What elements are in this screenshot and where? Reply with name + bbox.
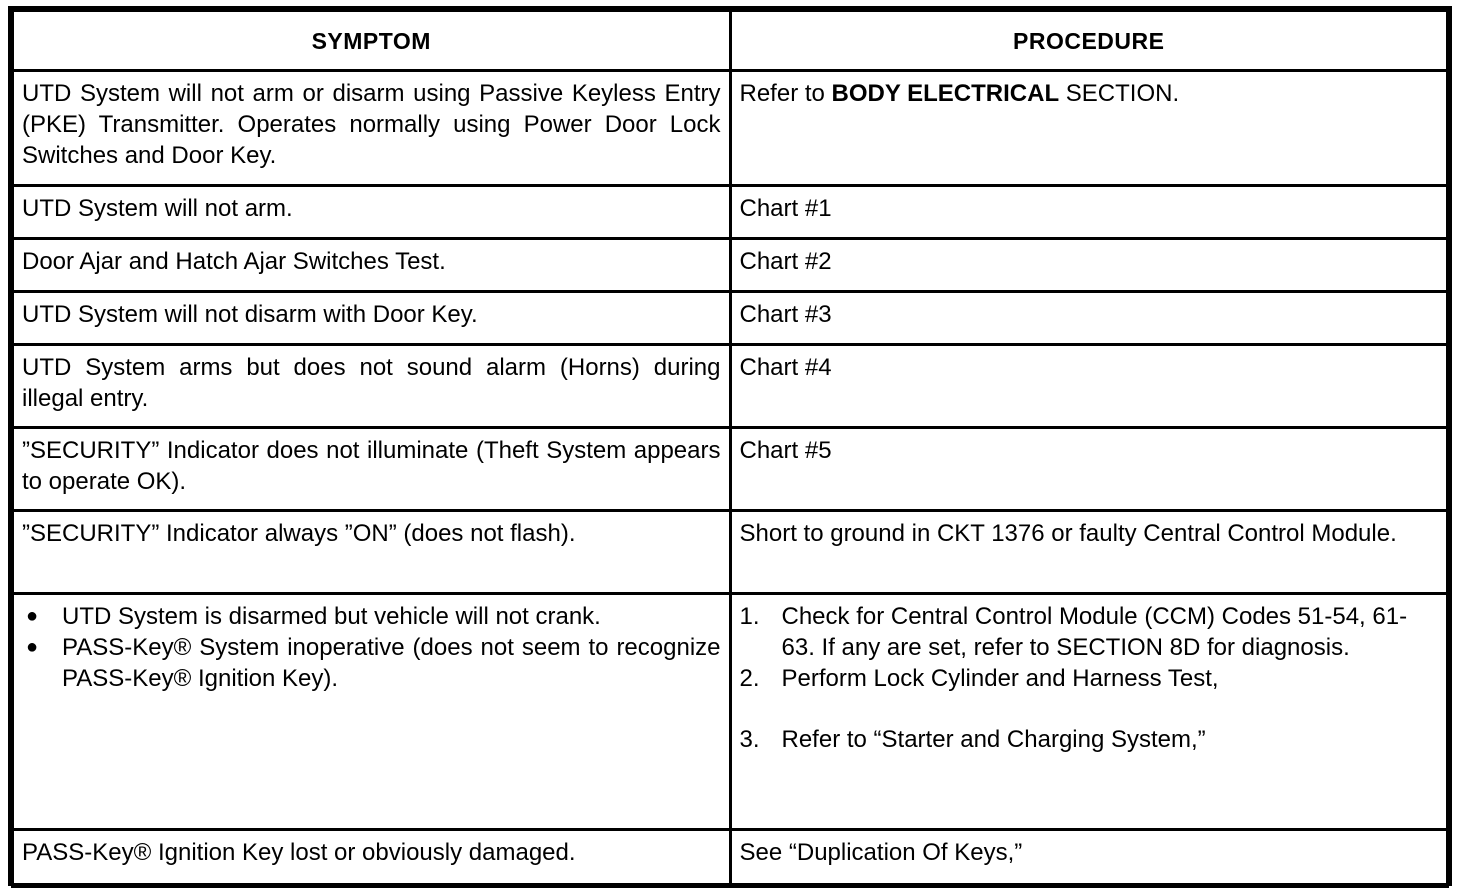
symptom-cell: Door Ajar and Hatch Ajar Switches Test. <box>13 239 731 292</box>
table-row <box>13 345 1448 428</box>
procedure-header: PROCEDURE <box>730 11 1448 71</box>
step-number: 3. <box>739 726 760 753</box>
procedure-emphasis: BODY ELECTRICAL <box>831 80 1060 107</box>
step-number: 2. <box>739 665 760 692</box>
table-row <box>13 511 1448 594</box>
table-row <box>13 830 1448 887</box>
procedure-step <box>740 601 1439 663</box>
procedure-step <box>740 724 1439 755</box>
diagnosis-table-frame <box>8 6 1452 886</box>
procedure-cell <box>730 594 1448 830</box>
step-text: Check for Central Control Module (CCM) Codes 51-54, 61-63. If any are set, refer to SECTION 8D for diagnosis. <box>781 603 1408 661</box>
table-row <box>13 428 1448 511</box>
procedure-chart-ref: Chart #2 <box>730 239 1448 292</box>
table-row <box>13 292 1448 345</box>
header-row <box>13 11 1448 71</box>
procedure-step-list <box>740 601 1439 755</box>
symptom-cell: UTD System arms but does not sound alarm (Horns) during illegal entry. <box>13 345 731 428</box>
table-row <box>13 71 1448 186</box>
procedure-cell <box>730 71 1448 186</box>
procedure-text: Refer to <box>739 80 832 107</box>
symptom-bullet: ● UTD System is disarmed but vehicle will not crank. <box>22 601 721 632</box>
procedure-cell: See “Duplication Of Keys,” <box>730 830 1448 887</box>
symptom-bullet: ● PASS-Key® System inoperative (does not seem to recognize PASS-Key® Ignition Key). <box>22 632 721 694</box>
procedure-text: SECTION. <box>1059 80 1180 107</box>
table-row <box>13 594 1448 830</box>
step-text: Perform Lock Cylinder and Harness Test, <box>781 665 1219 692</box>
procedure-chart-ref: Chart #4 <box>730 345 1448 428</box>
step-number: 1. <box>739 603 760 630</box>
symptom-cell: ”SECURITY” Indicator does not illuminate (Theft System appears to operate OK). <box>13 428 731 511</box>
symptom-cell: UTD System will not disarm with Door Key. <box>13 292 731 345</box>
symptom-cell: UTD System will not arm. <box>13 186 731 239</box>
table-row <box>13 186 1448 239</box>
symptom-cell <box>13 594 731 830</box>
table-row <box>13 239 1448 292</box>
procedure-chart-ref: Chart #3 <box>730 292 1448 345</box>
symptom-cell: PASS-Key® Ignition Key lost or obviously damaged. <box>13 830 731 887</box>
procedure-step <box>740 663 1439 694</box>
procedure-chart-ref: Chart #5 <box>730 428 1448 511</box>
symptom-cell: UTD System will not arm or disarm using Passive Keyless Entry (PKE) Transmitter. Operates normally using Power Door Lock Switches and Door Key. <box>13 71 731 186</box>
symptom-bullet-list <box>22 601 721 694</box>
procedure-chart-ref: Chart #1 <box>730 186 1448 239</box>
symptom-cell: ”SECURITY” Indicator always ”ON” (does not flash). <box>13 511 731 594</box>
symptom-header: SYMPTOM <box>13 11 731 71</box>
diagnosis-table <box>11 9 1449 888</box>
step-text: Refer to “Starter and Charging System,” <box>781 726 1206 753</box>
procedure-cell: Short to ground in CKT 1376 or faulty Central Control Module. <box>730 511 1448 594</box>
